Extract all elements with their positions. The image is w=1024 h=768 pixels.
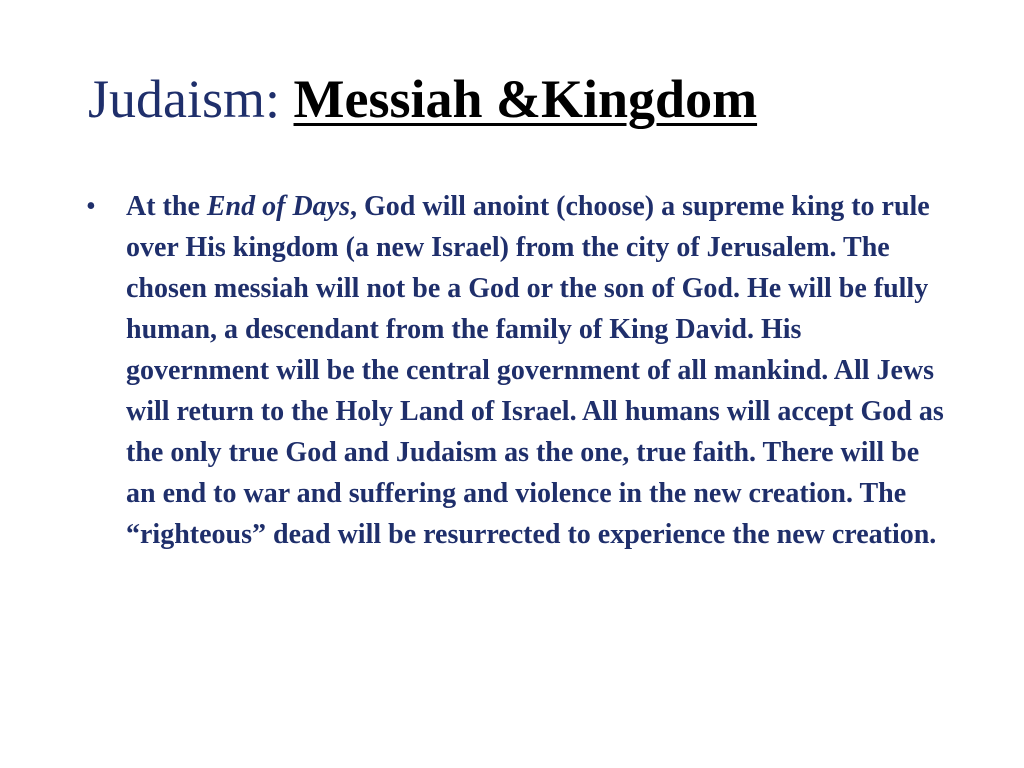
bullet-lead-text: At the [126, 191, 207, 222]
list-item [86, 186, 946, 555]
title-main: Judaism: [88, 69, 294, 129]
bullet-body-text: , God will anoint (choose) a supreme king to rule over His kingdom (a new Israel) from the city of Jerusalem. The chosen messiah will not be a God or the son of God. He will be fully human, a descendant from the family of King David. His government will be the central government of all mankind. All Jews will return to the Holy Land of Israel. All humans will accept God as the only true God and Judaism as the one, true faith. There will be an end to war and suffering and violence in the new creation. The “righteous” dead will be resurrected to experience the new creation. [126, 191, 944, 550]
title-subtitle: Messiah &Kingdom [293, 69, 758, 129]
bullet-icon: • [86, 191, 96, 222]
bullet-emphasis-text: End of Days [206, 191, 350, 222]
bullet-list [86, 186, 946, 555]
slide-title [88, 70, 757, 129]
